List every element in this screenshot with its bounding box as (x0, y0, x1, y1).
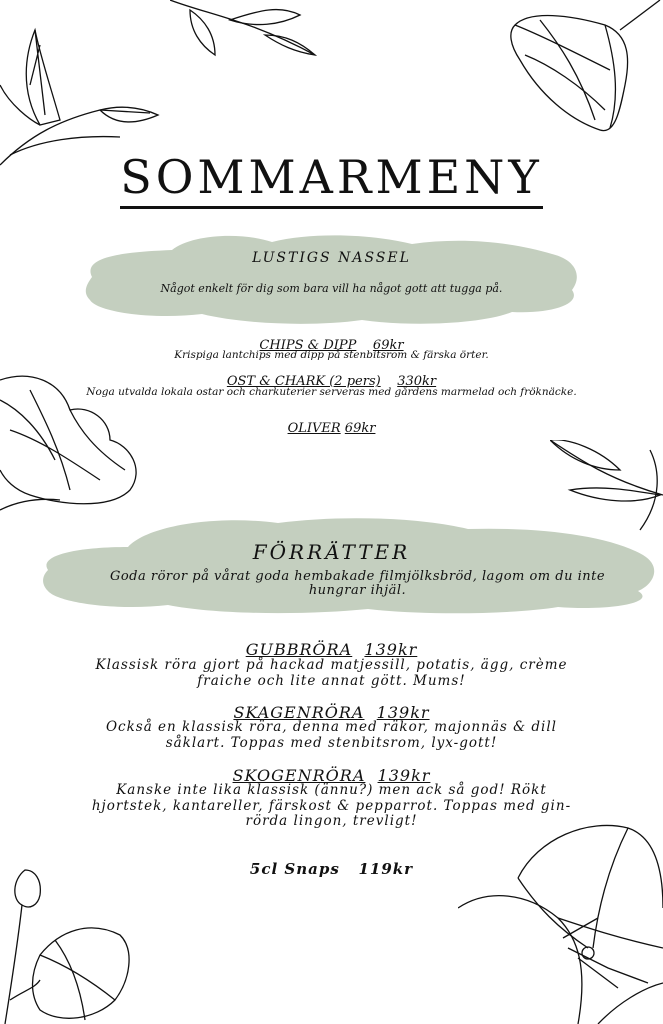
section-heading-forratter: FÖRRÄTTER (252, 540, 411, 564)
menu-item-description: Krispiga lantchips med dipp på stenbitsrom & färska örter. (174, 349, 489, 361)
menu-item-skagenrora: SKAGENRÖRA 139kr (233, 703, 430, 722)
section-description: Goda röror på vårat goda hembakade filmjölksbröd, lagom om du inte hungrar ihjäl. (109, 569, 606, 598)
section-2-backdrop (38, 515, 658, 615)
menu-item-gubbrora: GUBBRÖRA 139kr (245, 640, 418, 659)
section-1-backdrop (82, 232, 582, 327)
menu-title: SOMMARMENY (0, 150, 663, 204)
menu-item-oliver: OLIVER 69kr (287, 421, 376, 436)
section-heading-lustigs-nassel: LUSTIGS NASSEL (252, 250, 411, 266)
flower-bottom-right-icon (458, 818, 663, 1024)
menu-item-description: Också en klassisk röra, denna med räkor, majonnäs & dill såklart. Toppas med stenbitsrom, lyx-gott! (105, 719, 557, 751)
flower-bottom-left-icon (0, 860, 140, 1024)
menu-item-description: Klassisk röra gjort på hackad matjessill, potatis, ägg, crème fraiche och lite annat gött. Mums! (95, 657, 568, 689)
menu-item-ost-chark: OST & CHARK (2 pers) 330kr (226, 374, 437, 389)
menu-item-chips-dipp: CHIPS & DIPP 69kr (259, 338, 404, 353)
section-description: Något enkelt för dig som bara vill ha något gott att tugga på. (160, 282, 503, 295)
flower-top-right-icon (500, 0, 663, 140)
snaps-offer: 5cl Snaps 119kr (249, 860, 414, 878)
menu-item-description: Noga utvalda lokala ostar och charkuterier serveras med gårdens marmelad och fröknäcke. (86, 386, 577, 398)
leaf-branch-top-center-icon (170, 0, 320, 60)
menu-item-description: Kanske inte lika klassisk (ännu?) men ack så god! Rökt hjortstek, kantareller, färskost & pepparrot. Toppas med gin-rörda lingon, trevligt! (91, 782, 572, 830)
menu-item-skogenrora: SKOGENRÖRA 139kr (232, 766, 431, 785)
